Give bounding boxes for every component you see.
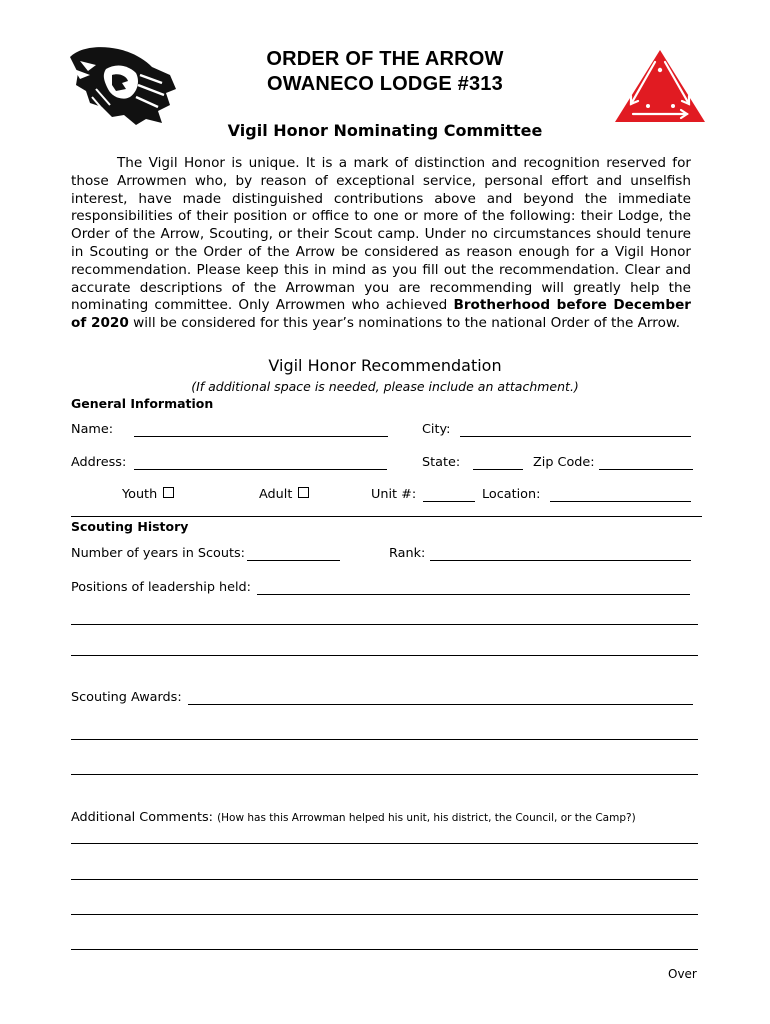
location-label: Location: — [482, 487, 541, 502]
section-divider — [71, 516, 702, 517]
unit-label: Unit #: — [371, 487, 417, 502]
intro-text-1: The Vigil Honor is unique. It is a mark of distinction and recognition reserved for those Arrowmen who, by reason of exceptional service, personal effort and unselfish interest, have made distinguished contributions above and beyond the immediate responsibilities of their position or office to one or more of the following: their Lodge, the Order of the Arrow, Scouting, or their Scout camp. Under no circumstances should tenure in Scouting or the Order of the Arrow be considered as reason enough for a Vigil Honor recommendation. Please keep this in mind as you fill out the recommendation. Clear and accurate descriptions of the Arrowman you are recommending will greatly help the nominating committee. Only Arrowmen who achieved — [71, 155, 691, 314]
city-label: City: — [422, 422, 451, 437]
adult-label: Adult — [259, 487, 293, 502]
adult-option — [259, 487, 309, 502]
page-title-line1: ORDER OF THE ARROW — [266, 48, 504, 70]
intro-bold-text: Brotherhood before December of 2020 — [71, 297, 691, 332]
unit-field[interactable] — [423, 501, 475, 502]
youth-option — [122, 487, 174, 502]
years-in-scouts-label: Number of years in Scouts: — [71, 546, 245, 561]
comments-line-1[interactable] — [71, 843, 698, 844]
address-label: Address: — [71, 455, 127, 470]
general-info-heading: General Information — [71, 396, 214, 411]
name-field[interactable] — [134, 436, 388, 437]
youth-label: Youth — [122, 487, 158, 502]
rank-field[interactable] — [430, 560, 691, 561]
comments-hint: (How has this Arrowman helped his unit, his district, the Council, or the Camp?) — [217, 812, 636, 824]
zip-field[interactable] — [599, 469, 693, 470]
location-field[interactable] — [550, 501, 691, 502]
awards-field[interactable] — [188, 704, 693, 705]
address-field[interactable] — [134, 469, 387, 470]
state-label: State: — [422, 455, 461, 470]
comments-line-2[interactable] — [71, 879, 698, 880]
committee-subtitle: Vigil Honor Nominating Committee — [227, 121, 543, 140]
adult-checkbox[interactable] — [298, 487, 309, 498]
years-in-scouts-field[interactable] — [247, 560, 340, 561]
intro-paragraph — [71, 155, 691, 333]
positions-line-2[interactable] — [71, 624, 698, 625]
comments-label: Additional Comments: — [71, 810, 213, 825]
comments-line-4[interactable] — [71, 949, 698, 950]
rank-label: Rank: — [389, 546, 426, 561]
awards-line-2[interactable] — [71, 739, 698, 740]
comments-line-3[interactable] — [71, 914, 698, 915]
page-title-line2: OWANECO LODGE #313 — [267, 73, 503, 95]
awards-label: Scouting Awards: — [71, 690, 182, 705]
positions-field[interactable] — [257, 594, 690, 595]
zip-label: Zip Code: — [533, 455, 595, 470]
positions-label: Positions of leadership held: — [71, 580, 251, 595]
over-label: Over — [668, 967, 697, 981]
awards-line-3[interactable] — [71, 774, 698, 775]
intro-text-2: will be considered for this year’s nominations to the national Order of the Arrow. — [128, 315, 681, 332]
comments-row — [71, 810, 636, 825]
recommendation-title: Vigil Honor Recommendation — [268, 356, 502, 375]
recommendation-note: (If additional space is needed, please include an attachment.) — [191, 379, 579, 394]
positions-line-3[interactable] — [71, 655, 698, 656]
youth-checkbox[interactable] — [163, 487, 174, 498]
name-label: Name: — [71, 422, 114, 437]
state-field[interactable] — [473, 469, 523, 470]
city-field[interactable] — [460, 436, 691, 437]
scouting-history-heading: Scouting History — [71, 519, 189, 534]
